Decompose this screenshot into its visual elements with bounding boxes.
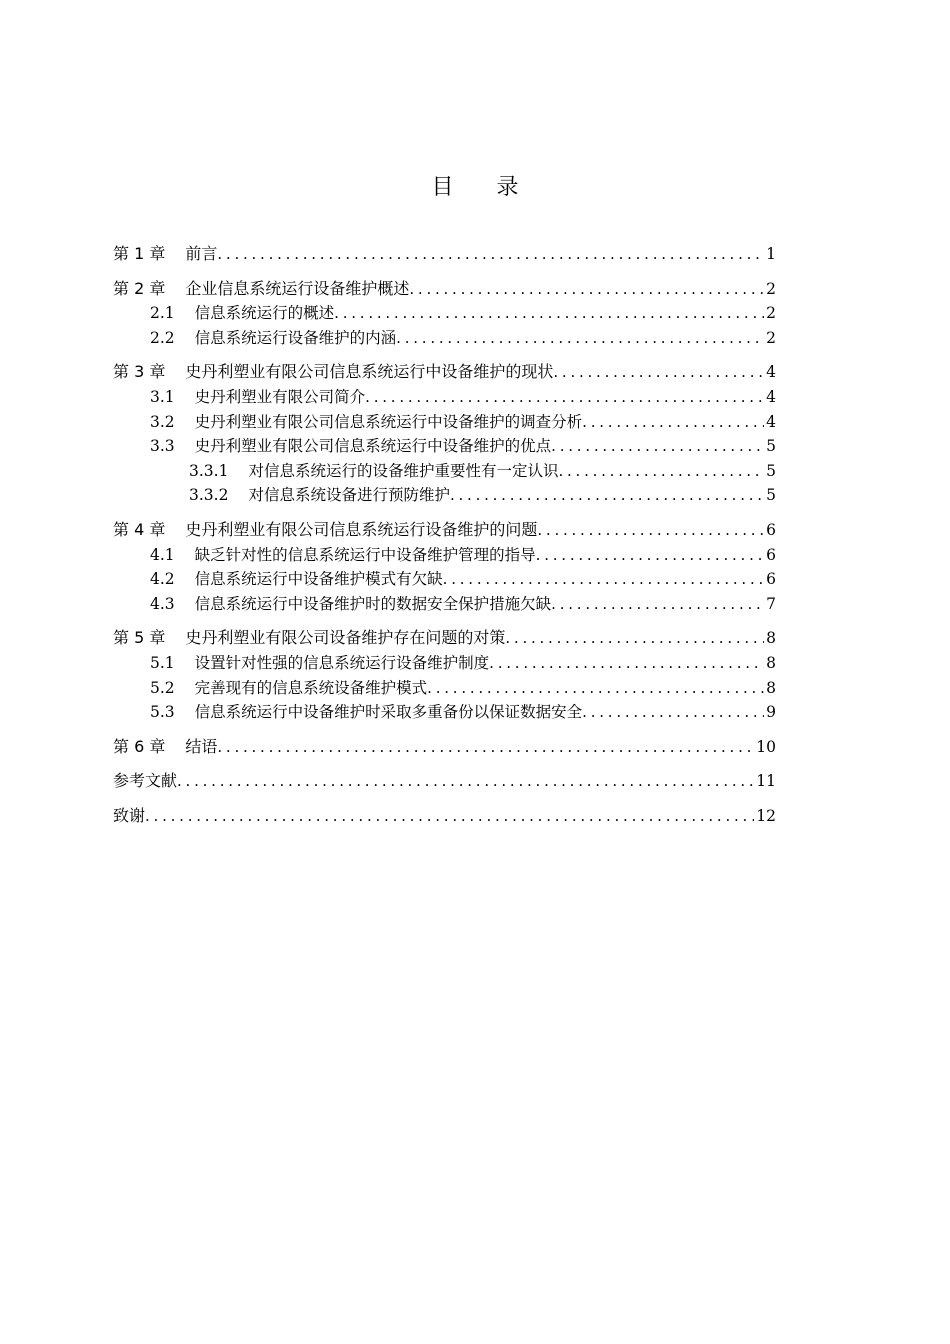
page-title: 目 录: [431, 175, 537, 200]
toc-entry-page-number: 5: [766, 437, 776, 456]
toc-entry-title: 信息系统运行中设备维护时采取多重备份以保证数据安全: [194, 703, 583, 722]
toc-entry-number: 2.1: [150, 304, 175, 323]
toc-entry-number: 5.1: [150, 653, 175, 672]
toc-entry-page-number: 11: [756, 772, 776, 791]
toc-entry-page-number: 6: [766, 545, 776, 564]
toc-entry-title: 史丹利塑业有限公司信息系统运行中设备维护的调查分析: [194, 412, 583, 431]
toc-entry-title: 史丹利塑业有限公司信息系统运行中设备维护的现状: [185, 362, 554, 382]
toc-entry[interactable]: [113, 360, 776, 385]
toc-entry-number: 4.1: [150, 545, 175, 564]
toc-entry-title: 信息系统运行设备维护的内涵: [194, 328, 397, 347]
table-of-contents: [113, 242, 776, 828]
toc-dot-leader: [505, 626, 764, 651]
toc-entry-number: 第 2 章: [113, 278, 166, 298]
toc-entry[interactable]: [113, 700, 776, 725]
toc-entry-title: 史丹利塑业有限公司简介: [194, 387, 366, 406]
toc-entry-page-number: 1: [766, 245, 776, 263]
toc-entry[interactable]: [113, 735, 776, 760]
toc-entry[interactable]: [113, 543, 776, 568]
toc-entry-number: 第 3 章: [113, 362, 166, 382]
toc-entry-number: 4.3: [150, 594, 175, 613]
toc-dot-leader: [334, 301, 764, 326]
toc-entry-title: 参考文献: [113, 771, 178, 791]
toc-entry-number: 第 4 章: [113, 519, 166, 539]
toc-entry[interactable]: [113, 592, 776, 617]
toc-entry-number: 3.2: [150, 412, 175, 431]
toc-entry[interactable]: [113, 518, 776, 543]
toc-entry-page-number: 12: [756, 806, 776, 825]
toc-dot-leader: [396, 326, 764, 351]
toc-dot-leader: [551, 434, 764, 459]
toc-dot-leader: [558, 459, 764, 484]
toc-dot-leader: [489, 651, 764, 676]
toc-dot-leader: [427, 676, 764, 701]
toc-dot-leader: [551, 592, 764, 617]
toc-entry-number: 2.2: [150, 328, 175, 347]
toc-dot-leader: [177, 769, 754, 794]
toc-entry-title: 对信息系统运行的设备维护重要性有一定认识: [248, 461, 559, 480]
toc-dot-leader: [365, 385, 764, 410]
toc-entry-number: 5.2: [150, 678, 175, 697]
toc-entry[interactable]: [113, 301, 776, 326]
toc-entry-title: 致谢: [113, 805, 146, 825]
toc-entry-page-number: 5: [766, 461, 776, 480]
toc-dot-leader: [145, 804, 754, 829]
toc-entry-number: 3.1: [150, 387, 175, 406]
toc-dot-leader: [582, 700, 764, 725]
toc-entry-page-number: 2: [766, 304, 776, 323]
toc-entry-number: 4.2: [150, 570, 175, 589]
toc-entry[interactable]: [113, 651, 776, 676]
toc-entry-page-number: 6: [766, 520, 776, 539]
toc-entry-page-number: 8: [766, 629, 776, 648]
toc-entry[interactable]: [113, 676, 776, 701]
toc-entry-title: 缺乏针对性的信息系统运行中设备维护管理的指导: [194, 545, 536, 564]
toc-entry-title: 完善现有的信息系统设备维护模式: [194, 678, 428, 697]
toc-entry[interactable]: [113, 804, 776, 829]
toc-entry-number: 第 5 章: [113, 628, 166, 648]
toc-dot-leader: [537, 518, 764, 543]
toc-entry-page-number: 9: [766, 703, 776, 722]
toc-entry-number: 第 1 章: [113, 244, 166, 263]
toc-entry-title: 史丹利塑业有限公司信息系统运行设备维护的问题: [185, 519, 538, 539]
toc-entry[interactable]: [113, 626, 776, 651]
toc-entry[interactable]: [113, 410, 776, 435]
toc-entry-title: 史丹利塑业有限公司设备维护存在问题的对策: [185, 628, 506, 648]
toc-entry-page-number: 6: [766, 570, 776, 589]
toc-entry-title: 结语: [185, 736, 218, 756]
toc-dot-leader: [217, 242, 764, 267]
toc-entry-page-number: 4: [766, 363, 776, 382]
toc-entry-page-number: 2: [766, 328, 776, 347]
toc-dot-leader: [553, 360, 764, 385]
toc-dot-leader: [443, 567, 764, 592]
toc-entry[interactable]: [113, 242, 776, 267]
toc-entry-title: 信息系统运行中设备维护时的数据安全保护措施欠缺: [194, 594, 552, 613]
toc-entry-page-number: 4: [766, 412, 776, 431]
toc-entry-page-number: 4: [766, 387, 776, 406]
toc-dot-leader: [450, 483, 764, 508]
toc-entry-title: 企业信息系统运行设备维护概述: [185, 278, 410, 298]
toc-entry-page-number: 8: [766, 653, 776, 672]
toc-entry[interactable]: [113, 567, 776, 592]
toc-entry[interactable]: [113, 483, 776, 508]
toc-entry-title: 信息系统运行的概述: [194, 304, 335, 323]
toc-entry-title: 前言: [185, 244, 218, 263]
toc-entry-number: 3.3: [150, 437, 175, 456]
toc-entry-number: 3.3.1: [189, 461, 229, 480]
toc-dot-leader: [582, 410, 764, 435]
toc-entry-number: 5.3: [150, 703, 175, 722]
toc-entry[interactable]: [113, 326, 776, 351]
toc-entry-page-number: 2: [766, 279, 776, 298]
toc-dot-leader: [409, 277, 764, 302]
toc-entry[interactable]: [113, 385, 776, 410]
toc-entry[interactable]: [113, 434, 776, 459]
toc-entry-title: 对信息系统设备进行预防维护: [248, 486, 450, 505]
toc-entry-page-number: 8: [766, 678, 776, 697]
toc-entry-title: 信息系统运行中设备维护模式有欠缺: [194, 570, 443, 589]
toc-entry-title: 设置针对性强的信息系统运行设备维护制度: [194, 653, 490, 672]
toc-entry[interactable]: [113, 277, 776, 302]
toc-entry-number: 3.3.2: [189, 486, 229, 505]
toc-entry[interactable]: [113, 459, 776, 484]
toc-entry-page-number: 5: [766, 486, 776, 505]
toc-dot-leader: [217, 735, 754, 760]
toc-entry-number: 第 6 章: [113, 736, 166, 756]
toc-entry[interactable]: [113, 769, 776, 794]
toc-dot-leader: [536, 543, 764, 568]
toc-entry-page-number: 10: [756, 737, 776, 756]
toc-entry-page-number: 7: [766, 594, 776, 613]
toc-entry-title: 史丹利塑业有限公司信息系统运行中设备维护的优点: [194, 437, 552, 456]
